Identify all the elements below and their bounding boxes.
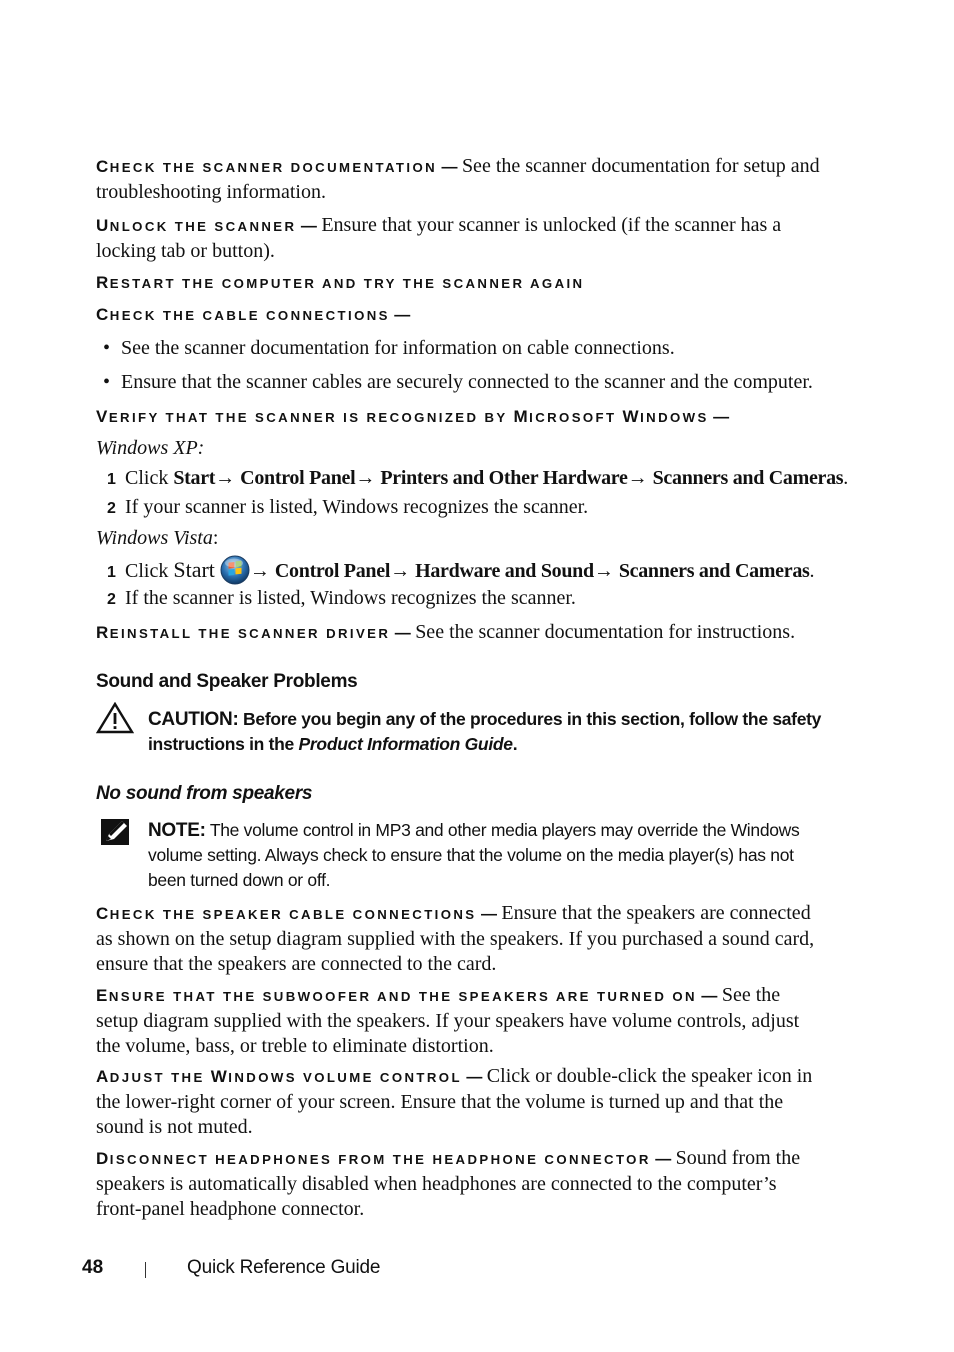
paragraph-text: Ensure that the speakers are connected as shown on the setup diagram supplied with the speakers. If you purchased a sound card, ensure that the speakers are connected to the card. bbox=[96, 902, 815, 975]
run-in-heading: DISCONNECT HEADPHONES FROM THE HEADPHONE CONNECTOR bbox=[96, 1149, 651, 1168]
vista-step-2: 2 If the scanner is listed, Windows recognizes the scanner. bbox=[107, 587, 576, 609]
control-panel-label: Control Panel bbox=[240, 467, 356, 489]
check-scanner-documentation-paragraph: CHECK THE SCANNER DOCUMENTATION — See the scanner documentation for setup and troubleshooting information. bbox=[96, 155, 820, 203]
scanners-cameras-label: Scanners and Cameras bbox=[652, 467, 844, 489]
subsection-title: No sound from speakers bbox=[96, 783, 313, 804]
reinstall-driver-paragraph: REINSTALL THE SCANNER DRIVER — See the scanner documentation for instructions. bbox=[96, 621, 796, 643]
footer-title: Quick Reference Guide bbox=[187, 1257, 381, 1278]
page-number: 48 bbox=[82, 1257, 104, 1278]
scanners-cameras-label: Scanners and Cameras bbox=[618, 560, 810, 582]
paragraph-text: See the setup diagram supplied with the speakers. If your speakers have volume controls, adjust the volume, bass, or treble to eliminate distortion. bbox=[96, 984, 800, 1057]
printers-hardware-label: Printers and Other Hardware bbox=[380, 467, 628, 489]
run-in-heading: ENSURE THAT THE SUBWOOFER AND THE SPEAKERS ARE TURNED ON bbox=[96, 986, 697, 1005]
footer-divider bbox=[145, 1262, 146, 1278]
pencil-note-icon bbox=[100, 817, 132, 852]
list-item: • Ensure that the scanner cables are securely connected to the scanner and the computer. bbox=[103, 371, 813, 393]
product-information-guide-title: Product Information Guide bbox=[298, 734, 513, 754]
control-panel-label: Control Panel bbox=[274, 560, 391, 582]
run-in-heading: CHECK THE SPEAKER CABLE CONNECTIONS bbox=[96, 904, 477, 923]
section-title: Sound and Speaker Problems bbox=[96, 671, 358, 692]
xp-step-2: 2 If your scanner is listed, Windows recognizes the scanner. bbox=[107, 496, 589, 518]
start-label: Start bbox=[173, 557, 215, 582]
unlock-scanner-paragraph: UNLOCK THE SCANNER — Ensure that your scanner is unlocked (if the scanner has a locking tab or button). bbox=[96, 214, 782, 262]
disconnect-headphones-paragraph: DISCONNECT HEADPHONES FROM THE HEADPHONE CONNECTOR — Sound from the speakers is automatically disabled when headphones are connected to the computer’s front-panel headphone connector. bbox=[96, 1147, 801, 1220]
restart-computer-heading: RESTART THE COMPUTER AND TRY THE SCANNER AGAIN bbox=[96, 273, 585, 292]
windows-xp-label: Windows XP: bbox=[96, 437, 205, 459]
verify-scanner-heading: VERIFY THAT THE SCANNER IS RECOGNIZED BY MICROSOFT WINDOWS — bbox=[96, 407, 730, 426]
start-menu-label: Start bbox=[173, 467, 216, 489]
caution-label: CAUTION: bbox=[148, 709, 239, 730]
run-in-heading: CHECK THE SCANNER DOCUMENTATION bbox=[96, 157, 438, 176]
subwoofer-speakers-paragraph: ENSURE THAT THE SUBWOOFER AND THE SPEAKERS ARE TURNED ON — See the setup diagram supplied with the speakers. If your speakers have volume controls, adjust the volume, bass, or treble to eliminate distortion. bbox=[96, 984, 800, 1057]
list-item: • See the scanner documentation for information on cable connections. bbox=[103, 337, 675, 359]
caution-notice: CAUTION: Before you begin any of the procedures in this section, follow the safety instructions in the Product Information Guide. bbox=[148, 709, 822, 754]
xp-step-1: 1 Click Start→ Control Panel→ Printers and Other Hardware→ Scanners and Cameras. bbox=[107, 467, 849, 489]
paragraph-text: Click or double-click the speaker icon in the lower-right corner of your screen. Ensure that the volume is turned up and that the sound is not muted. bbox=[96, 1065, 813, 1138]
adjust-volume-paragraph: ADJUST THE WINDOWS VOLUME CONTROL — Click or double-click the speaker icon in the lower-right corner of your screen. Ensure that the volume is turned up and that the sound is not muted. bbox=[96, 1065, 813, 1138]
paragraph-text: See the scanner documentation for setup and troubleshooting information. bbox=[96, 155, 820, 203]
hardware-sound-label: Hardware and Sound bbox=[415, 560, 594, 582]
paragraph-text: See the scanner documentation for instructions. bbox=[415, 621, 796, 643]
vista-step-1: 1 Click Start → Control Panel→ Hardware and Sound→ Scanners and Cameras. bbox=[107, 555, 867, 585]
run-in-heading: REINSTALL THE SCANNER DRIVER bbox=[96, 623, 391, 642]
note-label: NOTE: bbox=[148, 820, 206, 841]
windows-vista-label: Windows Vista: bbox=[96, 527, 219, 549]
windows-start-orb-icon bbox=[220, 555, 250, 585]
paragraph-text: Ensure that your scanner is unlocked (if the scanner has a locking tab or button). bbox=[96, 214, 782, 262]
note-notice: NOTE: The volume control in MP3 and other media players may override the Windows volume setting. Always check to ensure that the volume on the media player(s) has not been turned down or off. bbox=[148, 820, 800, 890]
warning-triangle-icon bbox=[96, 702, 134, 739]
check-cable-connections-heading: CHECK THE CABLE CONNECTIONS — bbox=[96, 305, 411, 324]
check-speaker-cable-paragraph: CHECK THE SPEAKER CABLE CONNECTIONS — Ensure that the speakers are connected as shown on the setup diagram supplied with the speakers. If you purchased a sound card, ensure that the speakers are connected to the card. bbox=[96, 902, 815, 975]
run-in-heading: UNLOCK THE SCANNER bbox=[96, 216, 297, 235]
paragraph-text: Sound from the speakers is automatically disabled when headphones are connected to the computer’s front-panel headphone connector. bbox=[96, 1147, 801, 1220]
run-in-heading: ADJUST THE WINDOWS VOLUME CONTROL bbox=[96, 1067, 462, 1086]
